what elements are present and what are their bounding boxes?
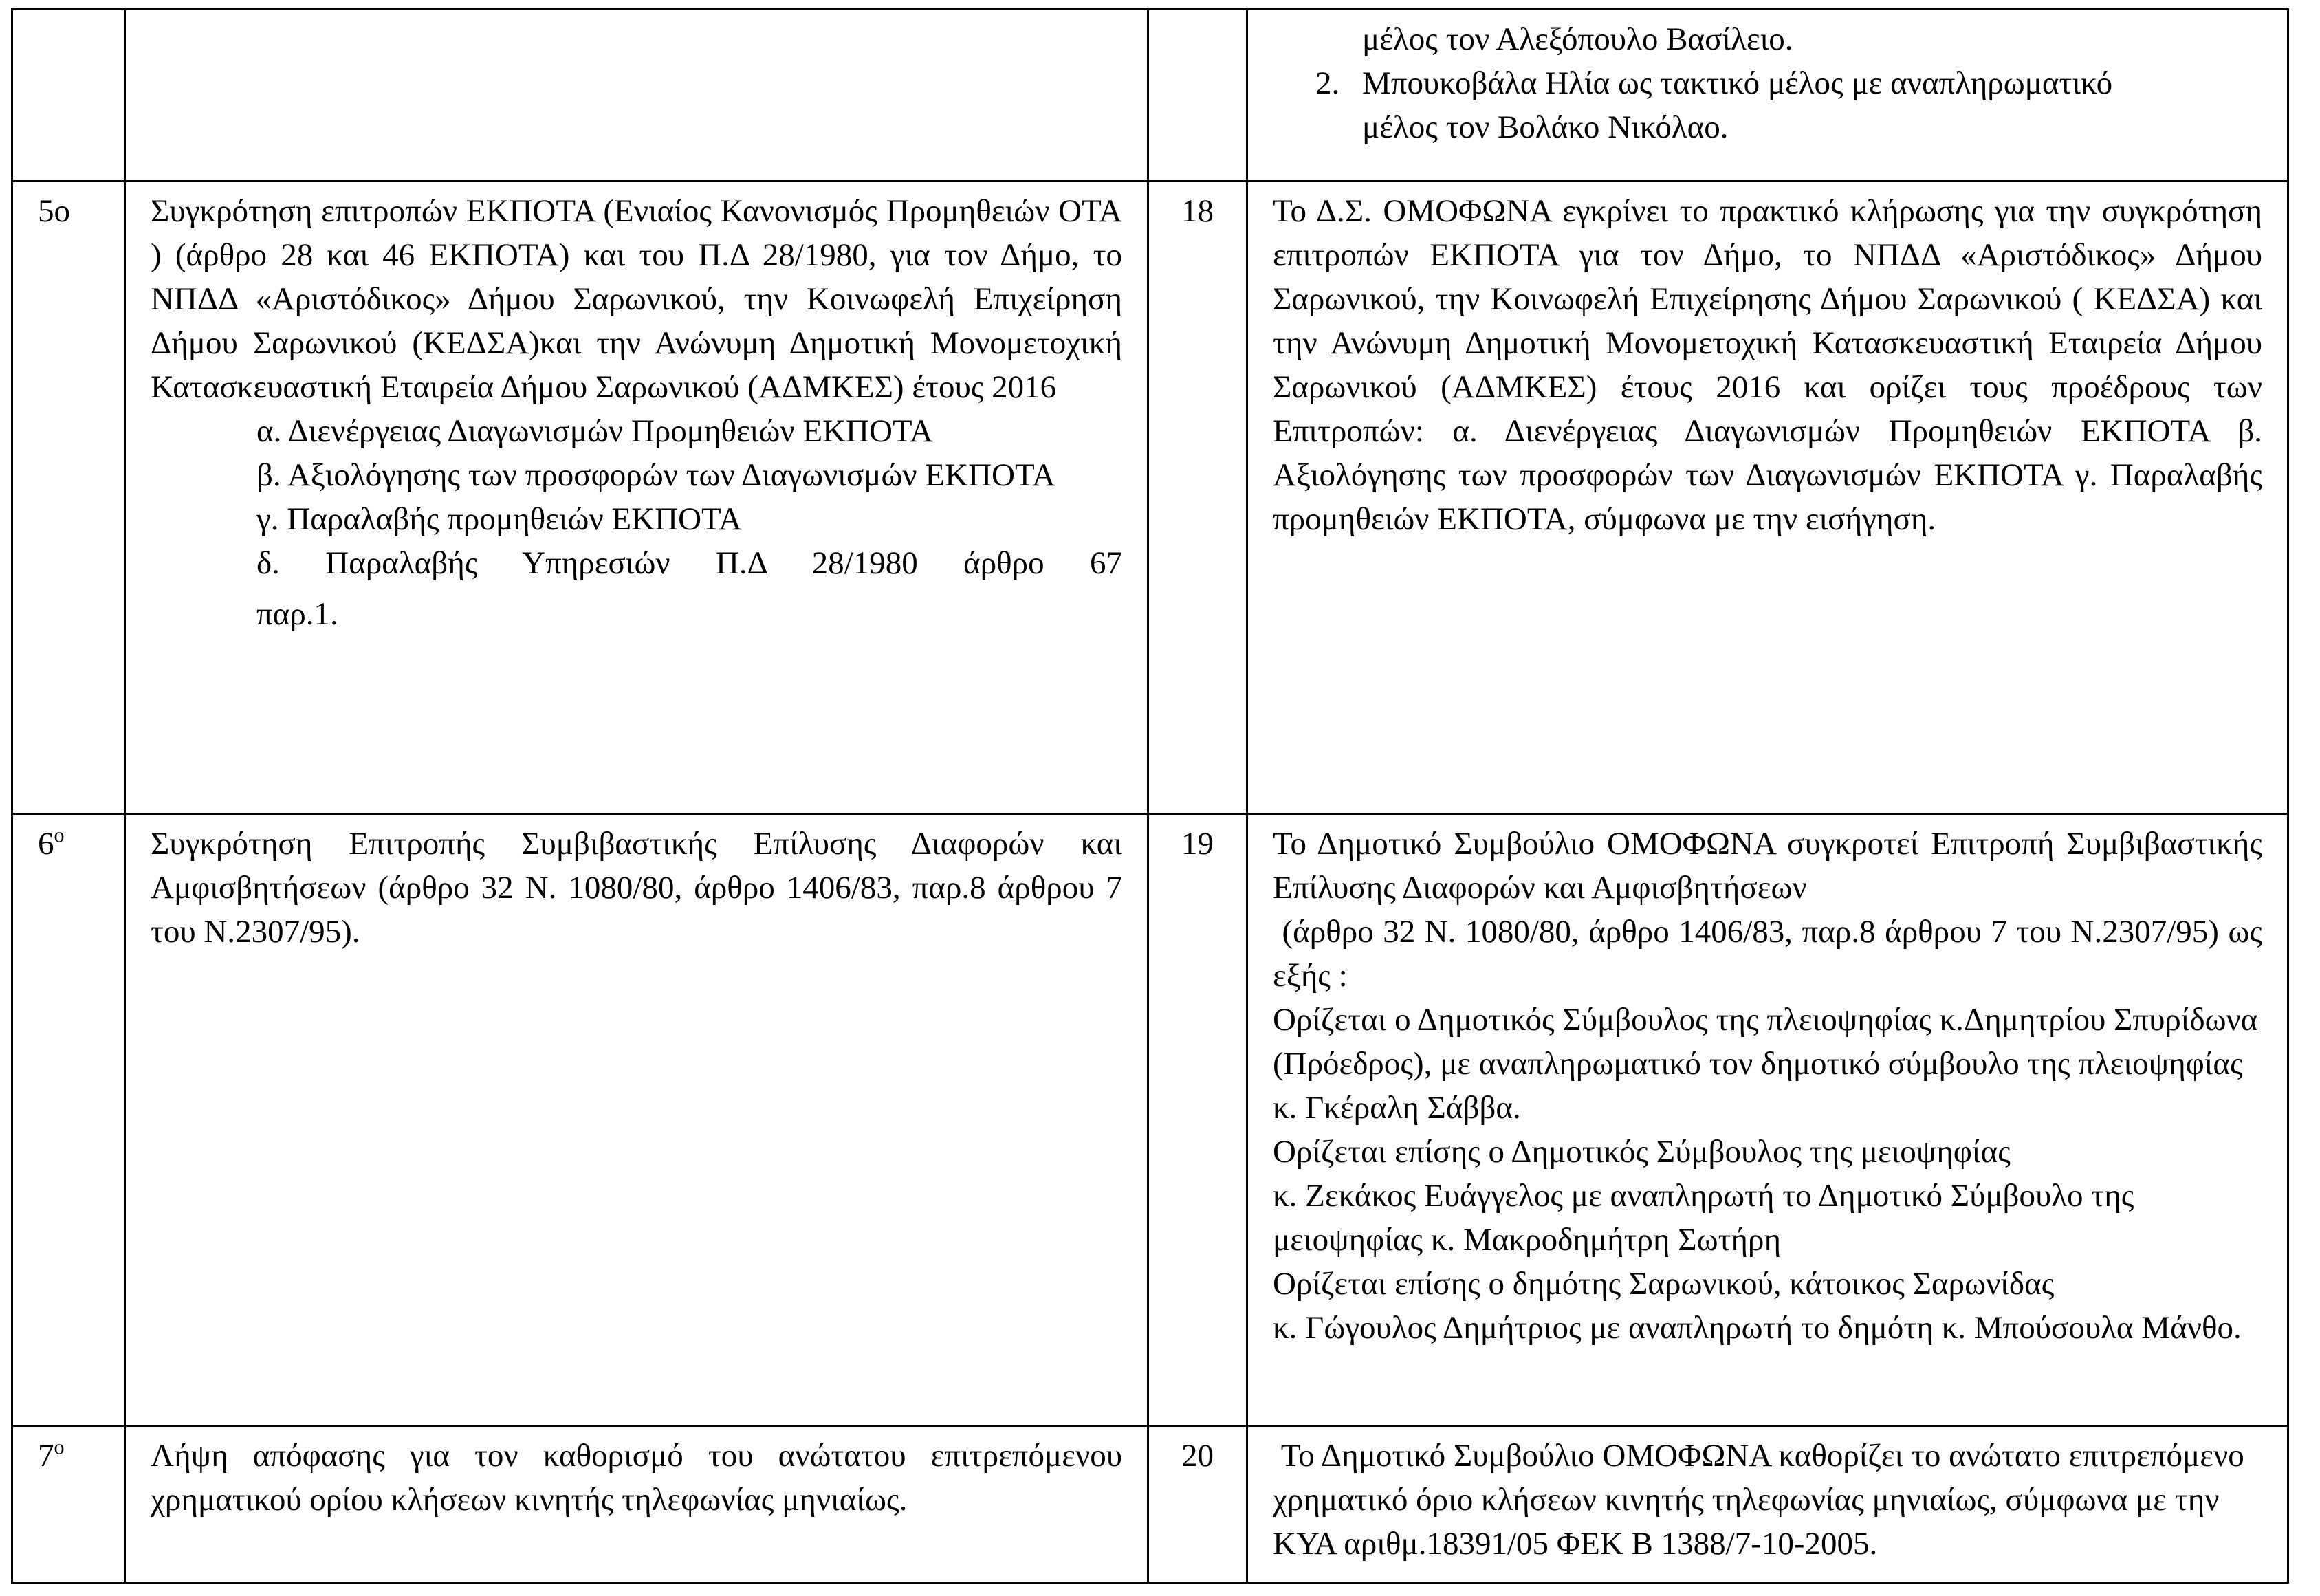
sublist-item: α. Διενέργειας Διαγωνισμών Προμηθειών ΕΚΠΟΤΑ	[256, 413, 933, 449]
decision-paragraph: Ορίζεται ο Δημοτικός Σύμβουλος της πλειοψηφίας κ.Δημητρίου Σπυρίδωνα (Πρόεδρος), με αναπληρωματικό τον δημοτικό σύμβουλο της πλειοψηφίας κ. Γκέραλη Σάββα.	[1273, 1002, 2258, 1126]
decision-cell: Το Δημοτικό Συμβούλιο ΟΜΟΦΩΝΑ καθορίζει το ανώτατο επιτρεπόμενο χρηματικό όριο κλήσεων κινητής τηλεφωνίας μηνιαίως, σύμφωνα με την ΚΥΑ αριθμ.18391/05 ΦΕΚ Β 1388/7-10-2005.	[1247, 1426, 2288, 1583]
decision-paragraph: κ. Γώγουλος Δημήτριος με αναπληρωτή το δημότη κ. Μπούσουλα Μάνθο.	[1273, 1310, 2242, 1346]
decision-number-cell	[1148, 10, 1247, 182]
subject-cell: Λήψη απόφασης για τον καθορισμό του ανώτατου επιτρεπόμενου χρηματικού ορίου κλήσεων κινητής τηλεφωνίας μηνιαίως.	[125, 1426, 1148, 1583]
subject-cell	[125, 10, 1148, 182]
decision-list	[1273, 17, 2262, 149]
sublist-item: β. Αξιολόγησης των προσφορών των Διαγωνισμών ΕΚΠΟΤΑ	[256, 457, 1055, 493]
list-marker: 2.	[1315, 65, 1340, 101]
decision-cell	[1247, 10, 2288, 182]
list-item	[1315, 61, 2262, 105]
subject-cell	[125, 182, 1148, 814]
decision-number-cell: 18	[1148, 182, 1247, 814]
list-item-text: μέλος τον Αλεξόπουλο Βασίλειο.	[1362, 21, 1793, 57]
item-number-cell	[12, 1426, 125, 1583]
subject-text: Συγκρότηση επιτροπών ΕΚΠΟΤΑ (Ενιαίος Κανονισμός Προμηθειών ΟΤΑ ) (άρθρο 28 και 46 ΕΚΠΟΤΑ) και του Π.Δ 28/1980, για τον Δήμο, το ΝΠΔΔ «Αριστόδικος» Δήμου Σαρωνικού, την Κοινωφελή Επιχείρηση Δήμου Σαρωνικού (ΚΕΔΣΑ)και την Ανώνυμη Δημοτική Μονομετοχική Κατασκευαστική Εταιρεία Δήμου Σαρωνικού (ΑΔΜΚΕΣ) έτους 2016	[151, 193, 1122, 405]
list-item-text: μέλος τον Βολάκο Νικόλαο.	[1362, 109, 1729, 145]
list-item-text: Μπουκοβάλα Ηλία ως τακτικό μέλος με αναπληρωματικό	[1362, 65, 2113, 101]
table-row	[12, 814, 2288, 1426]
decision-paragraph: (άρθρο 32 Ν. 1080/80, άρθρο 1406/83, παρ.8 άρθρου 7 του Ν.2307/95) ως εξής :	[1273, 914, 2270, 994]
decision-number-cell: 19	[1148, 814, 1247, 1426]
table-row	[12, 1426, 2288, 1583]
sublist-item: δ. Παραλαβής Υπηρεσιών Π.Δ 28/1980 άρθρο 67	[256, 545, 1122, 581]
decision-cell	[1247, 814, 2288, 1426]
decision-cell: Το Δ.Σ. ΟΜΟΦΩΝΑ εγκρίνει το πρακτικό κλήρωσης για την συγκρότηση επιτροπών ΕΚΠΟΤΑ για τον Δήμο, το ΝΠΔΔ «Αριστόδικος» Δήμου Σαρωνικού, την Κοινωφελή Επιχείρησης Δήμου Σαρωνικού ( ΚΕΔΣΑ) και την Ανώνυμη Δημοτική Μονομετοχική Κατασκευαστική Εταιρεία Δήμου Σαρωνικού (ΑΔΜΚΕΣ) έτους 2016 και ορίζει τους προέδρους των Επιτροπών: α. Διενέργειας Διαγωνισμών Προμηθειών ΕΚΠΟΤΑ β. Αξιολόγησης των προσφορών των Διαγωνισμών ΕΚΠΟΤΑ γ. Παραλαβής προμηθειών ΕΚΠΟΤΑ, σύμφωνα με την εισήγηση.	[1247, 182, 2288, 814]
subject-sublist	[151, 409, 1122, 636]
ordinal-suffix: ο	[54, 1436, 65, 1458]
item-number: 6	[38, 826, 54, 862]
sublist-item-end: παρ.1.	[256, 596, 338, 632]
list-item	[1362, 17, 2262, 61]
table-row	[12, 182, 2288, 814]
item-number-cell: 5ο	[12, 182, 125, 814]
sublist-item: γ. Παραλαβής προμηθειών ΕΚΠΟΤΑ	[256, 501, 742, 537]
table-row	[12, 10, 2288, 182]
item-number: 7	[38, 1438, 54, 1474]
subject-cell: Συγκρότηση Επιτροπής Συμβιβαστικής Επίλυσης Διαφορών και Αμφισβητήσεων (άρθρο 32 Ν. 1080/80, άρθρο 1406/83, παρ.8 άρθρου 7 του Ν.2307/95).	[125, 814, 1148, 1426]
item-number-cell	[12, 10, 125, 182]
decision-paragraph: Ορίζεται επίσης ο δημότης Σαρωνικού, κάτοικος Σαρωνίδας	[1273, 1266, 2055, 1302]
decision-paragraph: Ορίζεται επίσης ο Δημοτικός Σύμβουλος της μειοψηφίας	[1273, 1134, 2011, 1170]
decision-number-cell: 20	[1148, 1426, 1247, 1583]
item-number-cell	[12, 814, 125, 1426]
minutes-table	[11, 8, 2289, 1584]
ordinal-suffix: ο	[54, 824, 65, 846]
decision-paragraph: κ. Ζεκάκος Ευάγγελος με αναπληρωτή το Δημοτικό Σύμβουλο της μειοψηφίας κ. Μακροδημήτρη Σωτήρη	[1273, 1178, 2134, 1258]
list-item	[1362, 105, 2262, 149]
decision-paragraph: Το Δημοτικό Συμβούλιο ΟΜΟΦΩΝΑ συγκροτεί Επιτροπή Συμβιβαστικής Επίλυσης Διαφορών και Αμφισβητήσεων	[1273, 826, 2262, 906]
